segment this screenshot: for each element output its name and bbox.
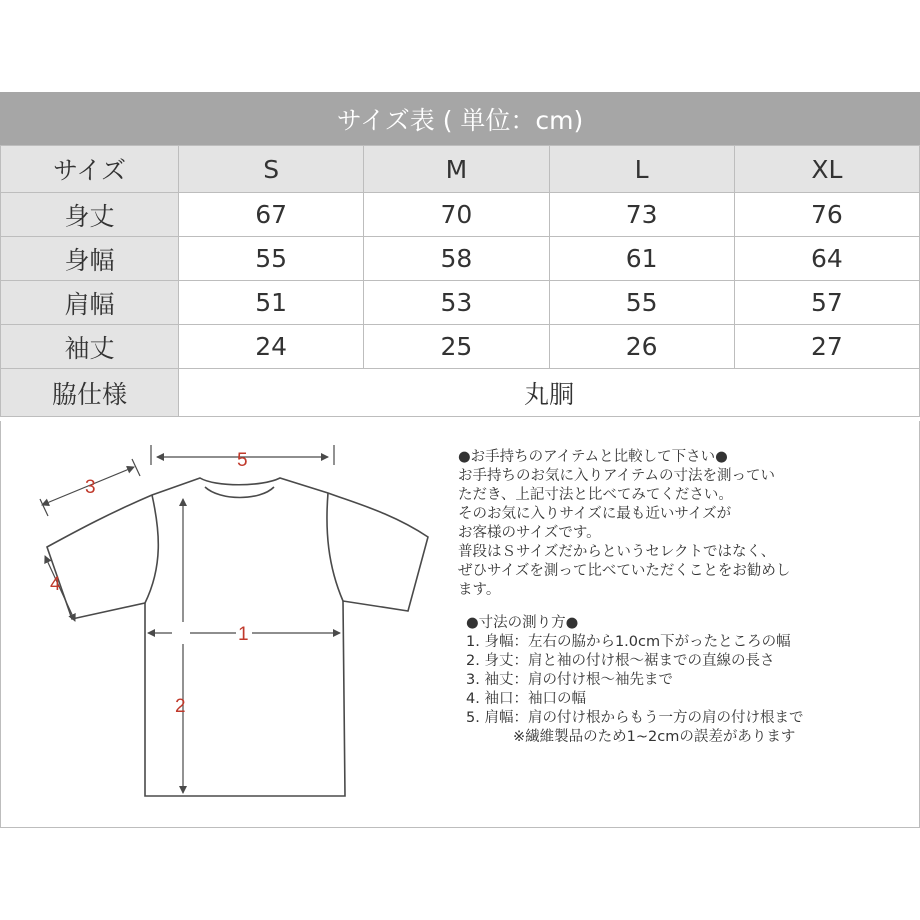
table-cell: 25 <box>364 325 549 369</box>
table-row <box>1 325 920 369</box>
measure-step: 3. 袖丈：肩の付け根～袖先まで <box>466 672 673 688</box>
tshirt-diagram <box>0 421 450 827</box>
table-row <box>1 237 920 281</box>
table-cell: 58 <box>364 237 549 281</box>
header-cell: XL <box>734 146 919 193</box>
header-cell: L <box>549 146 734 193</box>
size-table <box>0 145 920 417</box>
table-cell: 61 <box>549 237 734 281</box>
measure-heading: ●寸法の測り方● <box>466 615 579 631</box>
table-cell: 70 <box>364 193 549 237</box>
row-label: 脇仕様 <box>1 369 179 417</box>
measure-label-2: 2 <box>175 696 186 717</box>
note-line: そのお気に入りサイズに最も近いサイズが <box>458 506 732 522</box>
measure-label-3: 3 <box>85 477 96 498</box>
table-cell: 26 <box>549 325 734 369</box>
table-cell: 丸胴 <box>179 369 920 417</box>
measure-label-5: 5 <box>237 450 248 471</box>
table-cell: 57 <box>734 281 919 325</box>
table-row <box>1 369 920 417</box>
table-cell: 24 <box>179 325 364 369</box>
header-cell: M <box>364 146 549 193</box>
row-label: 身丈 <box>1 193 179 237</box>
measure-step: 2. 身丈：肩と袖の付け根～裾までの直線の長さ <box>466 653 775 669</box>
table-header-row <box>1 146 920 193</box>
table-cell: 64 <box>734 237 919 281</box>
note-line: ます。 <box>458 582 501 598</box>
measurement-notes <box>458 448 910 747</box>
measure-step: 1. 身幅：左右の脇から1.0cm下がったところの幅 <box>466 634 791 650</box>
compare-heading: ●お手持ちのアイテムと比較して下さい● <box>458 449 728 465</box>
table-cell: 27 <box>734 325 919 369</box>
disclaimer-text: ※繊維製品のため1~2cmの誤差があります <box>513 729 796 745</box>
table-cell: 73 <box>549 193 734 237</box>
table-cell: 67 <box>179 193 364 237</box>
note-line: 普段はＳサイズだからというセレクトではなく、 <box>458 544 776 560</box>
measure-label-1: 1 <box>238 624 249 645</box>
note-line: お客様のサイズです。 <box>458 525 601 541</box>
header-cell: S <box>179 146 364 193</box>
row-label: 袖丈 <box>1 325 179 369</box>
size-table-title: サイズ表 ( 単位：cm) <box>0 92 920 145</box>
table-cell: 76 <box>734 193 919 237</box>
note-line: お手持ちのお気に入りアイテムの寸法を測ってい <box>458 468 775 484</box>
header-cell: サイズ <box>1 146 179 193</box>
measure-step: 5. 肩幅：肩の付け根からもう一方の肩の付け根まで <box>466 710 804 726</box>
row-label: 肩幅 <box>1 281 179 325</box>
measure-label-4: 4 <box>50 574 61 595</box>
table-cell: 53 <box>364 281 549 325</box>
note-line: ぜひサイズを測って比べていただくことをお勧めし <box>458 563 791 579</box>
measure-step: 4. 袖口：袖口の幅 <box>466 691 586 707</box>
table-cell: 51 <box>179 281 364 325</box>
table-row <box>1 281 920 325</box>
row-label: 身幅 <box>1 237 179 281</box>
table-cell: 55 <box>179 237 364 281</box>
note-line: ただき、上記寸法と比べてみてください。 <box>458 487 733 503</box>
table-cell: 55 <box>549 281 734 325</box>
table-row <box>1 193 920 237</box>
